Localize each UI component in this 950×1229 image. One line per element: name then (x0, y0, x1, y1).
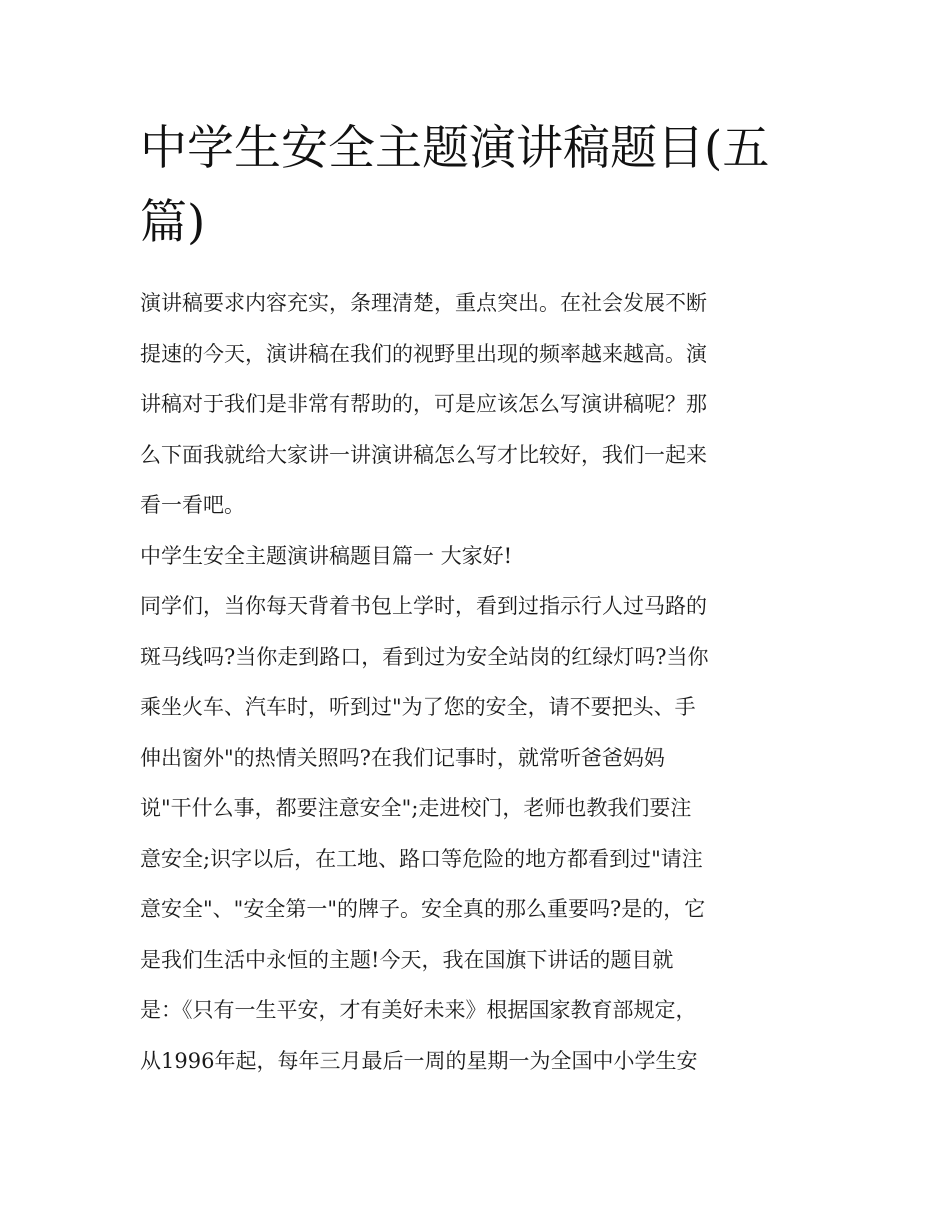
document-content (140, 112, 820, 1086)
body-line: 看一看吧。 (140, 493, 245, 517)
body-line: 是：《只有一生平安，才有美好未来》根据国家教育部规定， (140, 998, 697, 1022)
body-line: 提速的今天，演讲稿在我们的视野里出现的频率越来越高。演 (140, 341, 707, 366)
body-line: 斑马线吗?当你走到路口，看到过为安全站岗的红绿灯吗?当你 (140, 644, 709, 669)
body-line: 是我们生活中永恒的主题!今天，我在国旗下讲话的题目就 (140, 947, 674, 972)
body-line: 讲稿对于我们是非常有帮助的，可是应该怎么写演讲稿呢？那 (140, 392, 707, 416)
body-line: 乘坐火车、汽车时，听到过"为了您的安全，请不要把头、手 (140, 695, 696, 719)
document-body (140, 278, 820, 1086)
body-line: 意安全"、"安全第一"的牌子。安全真的那么重要吗?是的，它 (140, 897, 706, 921)
body-line: 同学们，当你每天背着书包上学时，看到过指示行人过马路的 (140, 594, 707, 618)
title-line: 篇) (140, 195, 206, 250)
body-line: 演讲稿要求内容充实，条理清楚，重点突出。在社会发展不断 (140, 291, 707, 315)
title-line: 中学生安全主题演讲稿题目(五 (140, 121, 770, 176)
body-line: 意安全;识字以后，在工地、路口等危险的地方都看到过"请注 (140, 846, 703, 871)
section-heading-line: 中学生安全主题演讲稿题目篇一 大家好! (140, 543, 513, 568)
body-line: 说"干什么事，都要注意安全";走进校门，老师也教我们要注 (140, 796, 692, 820)
document-title (140, 112, 820, 260)
body-line: 伸出窗外"的热情关照吗?在我们记事时，就常听爸爸妈妈 (140, 745, 665, 770)
body-line: 从1996年起，每年三月最后一周的星期一为全国中小学生安 (140, 1048, 698, 1073)
body-line: 么下面我就给大家讲一讲演讲稿怎么写才比较好，我们一起来 (140, 442, 707, 467)
